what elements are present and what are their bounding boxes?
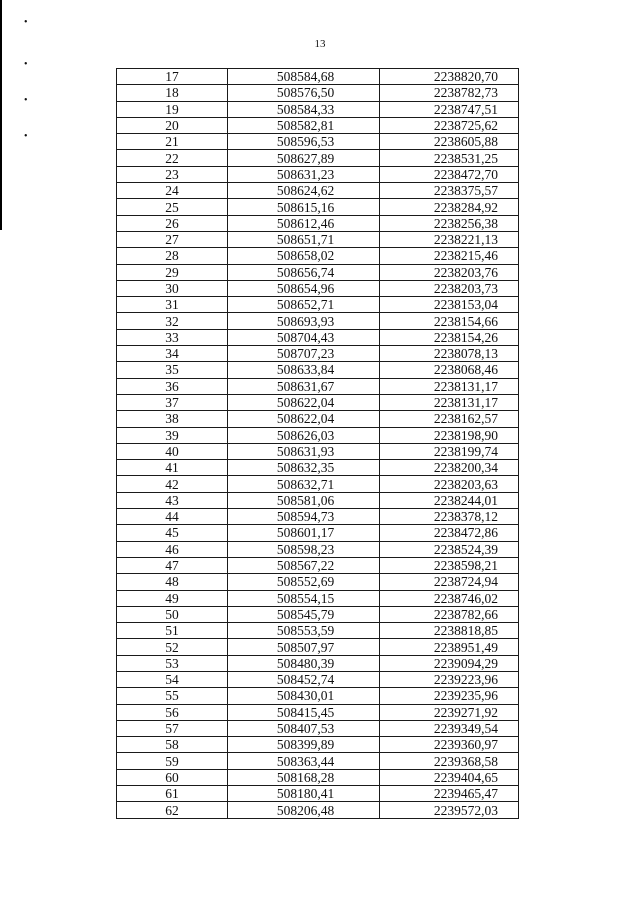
point-number-cell: 31	[117, 297, 228, 313]
point-number-cell: 30	[117, 280, 228, 296]
table-row	[117, 574, 519, 590]
point-number-cell: 45	[117, 525, 228, 541]
table-row	[117, 362, 519, 378]
table-row	[117, 85, 519, 101]
table-row	[117, 606, 519, 622]
point-number-cell: 35	[117, 362, 228, 378]
table-row	[117, 688, 519, 704]
point-number-cell: 38	[117, 411, 228, 427]
x-coordinate-cell: 508612,46	[228, 215, 380, 231]
margin-mark: •	[24, 59, 28, 70]
table-row	[117, 69, 519, 85]
table-row	[117, 786, 519, 802]
point-number-cell: 20	[117, 117, 228, 133]
point-number-cell: 34	[117, 346, 228, 362]
table-row	[117, 117, 519, 133]
y-coordinate-cell: 2238951,49	[380, 639, 519, 655]
point-number-cell: 27	[117, 231, 228, 247]
y-coordinate-cell: 2239572,03	[380, 802, 519, 818]
point-number-cell: 62	[117, 802, 228, 818]
y-coordinate-cell: 2239404,65	[380, 769, 519, 785]
page-number: 13	[314, 38, 326, 50]
y-coordinate-cell: 2239094,29	[380, 655, 519, 671]
point-number-cell: 33	[117, 329, 228, 345]
x-coordinate-cell: 508480,39	[228, 655, 380, 671]
point-number-cell: 58	[117, 737, 228, 753]
x-coordinate-cell: 508584,33	[228, 101, 380, 117]
x-coordinate-cell: 508180,41	[228, 786, 380, 802]
x-coordinate-cell: 508631,67	[228, 378, 380, 394]
point-number-cell: 28	[117, 248, 228, 264]
y-coordinate-cell: 2238215,46	[380, 248, 519, 264]
x-coordinate-cell: 508206,48	[228, 802, 380, 818]
point-number-cell: 51	[117, 623, 228, 639]
point-number-cell: 46	[117, 541, 228, 557]
table-row	[117, 313, 519, 329]
x-coordinate-cell: 508601,17	[228, 525, 380, 541]
y-coordinate-cell: 2238131,17	[380, 394, 519, 410]
table-row	[117, 329, 519, 345]
x-coordinate-cell: 508545,79	[228, 606, 380, 622]
x-coordinate-cell: 508633,84	[228, 362, 380, 378]
table-row	[117, 411, 519, 427]
y-coordinate-cell: 2238818,85	[380, 623, 519, 639]
table-row	[117, 655, 519, 671]
table-row	[117, 427, 519, 443]
y-coordinate-cell: 2238256,38	[380, 215, 519, 231]
table-row	[117, 704, 519, 720]
y-coordinate-cell: 2238782,73	[380, 85, 519, 101]
x-coordinate-cell: 508399,89	[228, 737, 380, 753]
margin-mark: •	[24, 131, 28, 142]
table-row	[117, 802, 519, 818]
y-coordinate-cell: 2238782,66	[380, 606, 519, 622]
y-coordinate-cell: 2239271,92	[380, 704, 519, 720]
table-row	[117, 509, 519, 525]
point-number-cell: 49	[117, 590, 228, 606]
x-coordinate-cell: 508415,45	[228, 704, 380, 720]
point-number-cell: 42	[117, 476, 228, 492]
x-coordinate-cell: 508656,74	[228, 264, 380, 280]
point-number-cell: 25	[117, 199, 228, 215]
y-coordinate-cell: 2239235,96	[380, 688, 519, 704]
x-coordinate-cell: 508622,04	[228, 411, 380, 427]
table-row	[117, 623, 519, 639]
table-row	[117, 101, 519, 117]
table-row	[117, 460, 519, 476]
y-coordinate-cell: 2238199,74	[380, 443, 519, 459]
x-coordinate-cell: 508596,53	[228, 134, 380, 150]
y-coordinate-cell: 2238153,04	[380, 297, 519, 313]
x-coordinate-cell: 508576,50	[228, 85, 380, 101]
table-row	[117, 378, 519, 394]
table-row	[117, 248, 519, 264]
y-coordinate-cell: 2238198,90	[380, 427, 519, 443]
x-coordinate-cell: 508615,16	[228, 199, 380, 215]
y-coordinate-cell: 2238068,46	[380, 362, 519, 378]
y-coordinate-cell: 2238131,17	[380, 378, 519, 394]
table-row	[117, 264, 519, 280]
x-coordinate-cell: 508552,69	[228, 574, 380, 590]
point-number-cell: 59	[117, 753, 228, 769]
table-row	[117, 134, 519, 150]
table-row	[117, 297, 519, 313]
table-row	[117, 231, 519, 247]
x-coordinate-cell: 508652,71	[228, 297, 380, 313]
point-number-cell: 32	[117, 313, 228, 329]
y-coordinate-cell: 2239360,97	[380, 737, 519, 753]
y-coordinate-cell: 2238378,12	[380, 509, 519, 525]
x-coordinate-cell: 508598,23	[228, 541, 380, 557]
point-number-cell: 19	[117, 101, 228, 117]
table-row	[117, 150, 519, 166]
x-coordinate-cell: 508622,04	[228, 394, 380, 410]
x-coordinate-cell: 508624,62	[228, 183, 380, 199]
table-row	[117, 525, 519, 541]
table-row	[117, 590, 519, 606]
x-coordinate-cell: 508594,73	[228, 509, 380, 525]
x-coordinate-cell: 508632,35	[228, 460, 380, 476]
margin-mark: •	[24, 95, 28, 106]
x-coordinate-cell: 508553,59	[228, 623, 380, 639]
y-coordinate-cell: 2238605,88	[380, 134, 519, 150]
x-coordinate-cell: 508693,93	[228, 313, 380, 329]
y-coordinate-cell: 2238284,92	[380, 199, 519, 215]
x-coordinate-cell: 508658,02	[228, 248, 380, 264]
point-number-cell: 56	[117, 704, 228, 720]
point-number-cell: 22	[117, 150, 228, 166]
x-coordinate-cell: 508581,06	[228, 492, 380, 508]
table-row	[117, 492, 519, 508]
x-coordinate-cell: 508632,71	[228, 476, 380, 492]
x-coordinate-cell: 508704,43	[228, 329, 380, 345]
point-number-cell: 50	[117, 606, 228, 622]
point-number-cell: 61	[117, 786, 228, 802]
table-row	[117, 199, 519, 215]
point-number-cell: 48	[117, 574, 228, 590]
x-coordinate-cell: 508430,01	[228, 688, 380, 704]
x-coordinate-cell: 508654,96	[228, 280, 380, 296]
y-coordinate-cell: 2238078,13	[380, 346, 519, 362]
table-row	[117, 346, 519, 362]
y-coordinate-cell: 2238531,25	[380, 150, 519, 166]
table-row	[117, 280, 519, 296]
margin-mark: •	[24, 17, 28, 28]
x-coordinate-cell: 508626,03	[228, 427, 380, 443]
point-number-cell: 53	[117, 655, 228, 671]
y-coordinate-cell: 2238472,86	[380, 525, 519, 541]
point-number-cell: 54	[117, 671, 228, 687]
y-coordinate-cell: 2238598,21	[380, 557, 519, 573]
point-number-cell: 57	[117, 720, 228, 736]
x-coordinate-cell: 508452,74	[228, 671, 380, 687]
point-number-cell: 24	[117, 183, 228, 199]
x-coordinate-cell: 508631,23	[228, 166, 380, 182]
point-number-cell: 39	[117, 427, 228, 443]
x-coordinate-cell: 508631,93	[228, 443, 380, 459]
point-number-cell: 41	[117, 460, 228, 476]
x-coordinate-cell: 508651,71	[228, 231, 380, 247]
point-number-cell: 21	[117, 134, 228, 150]
x-coordinate-cell: 508507,97	[228, 639, 380, 655]
y-coordinate-cell: 2238524,39	[380, 541, 519, 557]
coordinates-table	[116, 68, 519, 819]
point-number-cell: 26	[117, 215, 228, 231]
y-coordinate-cell: 2239465,47	[380, 786, 519, 802]
table-row	[117, 394, 519, 410]
table-row	[117, 769, 519, 785]
y-coordinate-cell: 2238203,63	[380, 476, 519, 492]
y-coordinate-cell: 2238724,94	[380, 574, 519, 590]
x-coordinate-cell: 508627,89	[228, 150, 380, 166]
y-coordinate-cell: 2238203,73	[380, 280, 519, 296]
x-coordinate-cell: 508707,23	[228, 346, 380, 362]
x-coordinate-cell: 508168,28	[228, 769, 380, 785]
table-row	[117, 720, 519, 736]
table-row	[117, 215, 519, 231]
x-coordinate-cell: 508554,15	[228, 590, 380, 606]
point-number-cell: 17	[117, 69, 228, 85]
point-number-cell: 55	[117, 688, 228, 704]
y-coordinate-cell: 2238746,02	[380, 590, 519, 606]
y-coordinate-cell: 2238154,66	[380, 313, 519, 329]
point-number-cell: 47	[117, 557, 228, 573]
y-coordinate-cell: 2239349,54	[380, 720, 519, 736]
point-number-cell: 52	[117, 639, 228, 655]
point-number-cell: 60	[117, 769, 228, 785]
y-coordinate-cell: 2238203,76	[380, 264, 519, 280]
table-row	[117, 476, 519, 492]
x-coordinate-cell: 508407,53	[228, 720, 380, 736]
point-number-cell: 23	[117, 166, 228, 182]
table-row	[117, 671, 519, 687]
y-coordinate-cell: 2238725,62	[380, 117, 519, 133]
y-coordinate-cell: 2238820,70	[380, 69, 519, 85]
table-row	[117, 183, 519, 199]
x-coordinate-cell: 508582,81	[228, 117, 380, 133]
table-row	[117, 557, 519, 573]
table-row	[117, 166, 519, 182]
y-coordinate-cell: 2238200,34	[380, 460, 519, 476]
table-row	[117, 737, 519, 753]
left-margin-line	[0, 0, 2, 230]
coordinates-table-body	[117, 69, 519, 819]
point-number-cell: 18	[117, 85, 228, 101]
table-row	[117, 541, 519, 557]
point-number-cell: 40	[117, 443, 228, 459]
y-coordinate-cell: 2239223,96	[380, 671, 519, 687]
y-coordinate-cell: 2238162,57	[380, 411, 519, 427]
point-number-cell: 37	[117, 394, 228, 410]
table-row	[117, 753, 519, 769]
y-coordinate-cell: 2238244,01	[380, 492, 519, 508]
table-row	[117, 639, 519, 655]
x-coordinate-cell: 508584,68	[228, 69, 380, 85]
x-coordinate-cell: 508363,44	[228, 753, 380, 769]
table-row	[117, 443, 519, 459]
y-coordinate-cell: 2238747,51	[380, 101, 519, 117]
point-number-cell: 44	[117, 509, 228, 525]
point-number-cell: 43	[117, 492, 228, 508]
y-coordinate-cell: 2238154,26	[380, 329, 519, 345]
point-number-cell: 36	[117, 378, 228, 394]
x-coordinate-cell: 508567,22	[228, 557, 380, 573]
point-number-cell: 29	[117, 264, 228, 280]
y-coordinate-cell: 2238472,70	[380, 166, 519, 182]
y-coordinate-cell: 2238221,13	[380, 231, 519, 247]
y-coordinate-cell: 2238375,57	[380, 183, 519, 199]
y-coordinate-cell: 2239368,58	[380, 753, 519, 769]
